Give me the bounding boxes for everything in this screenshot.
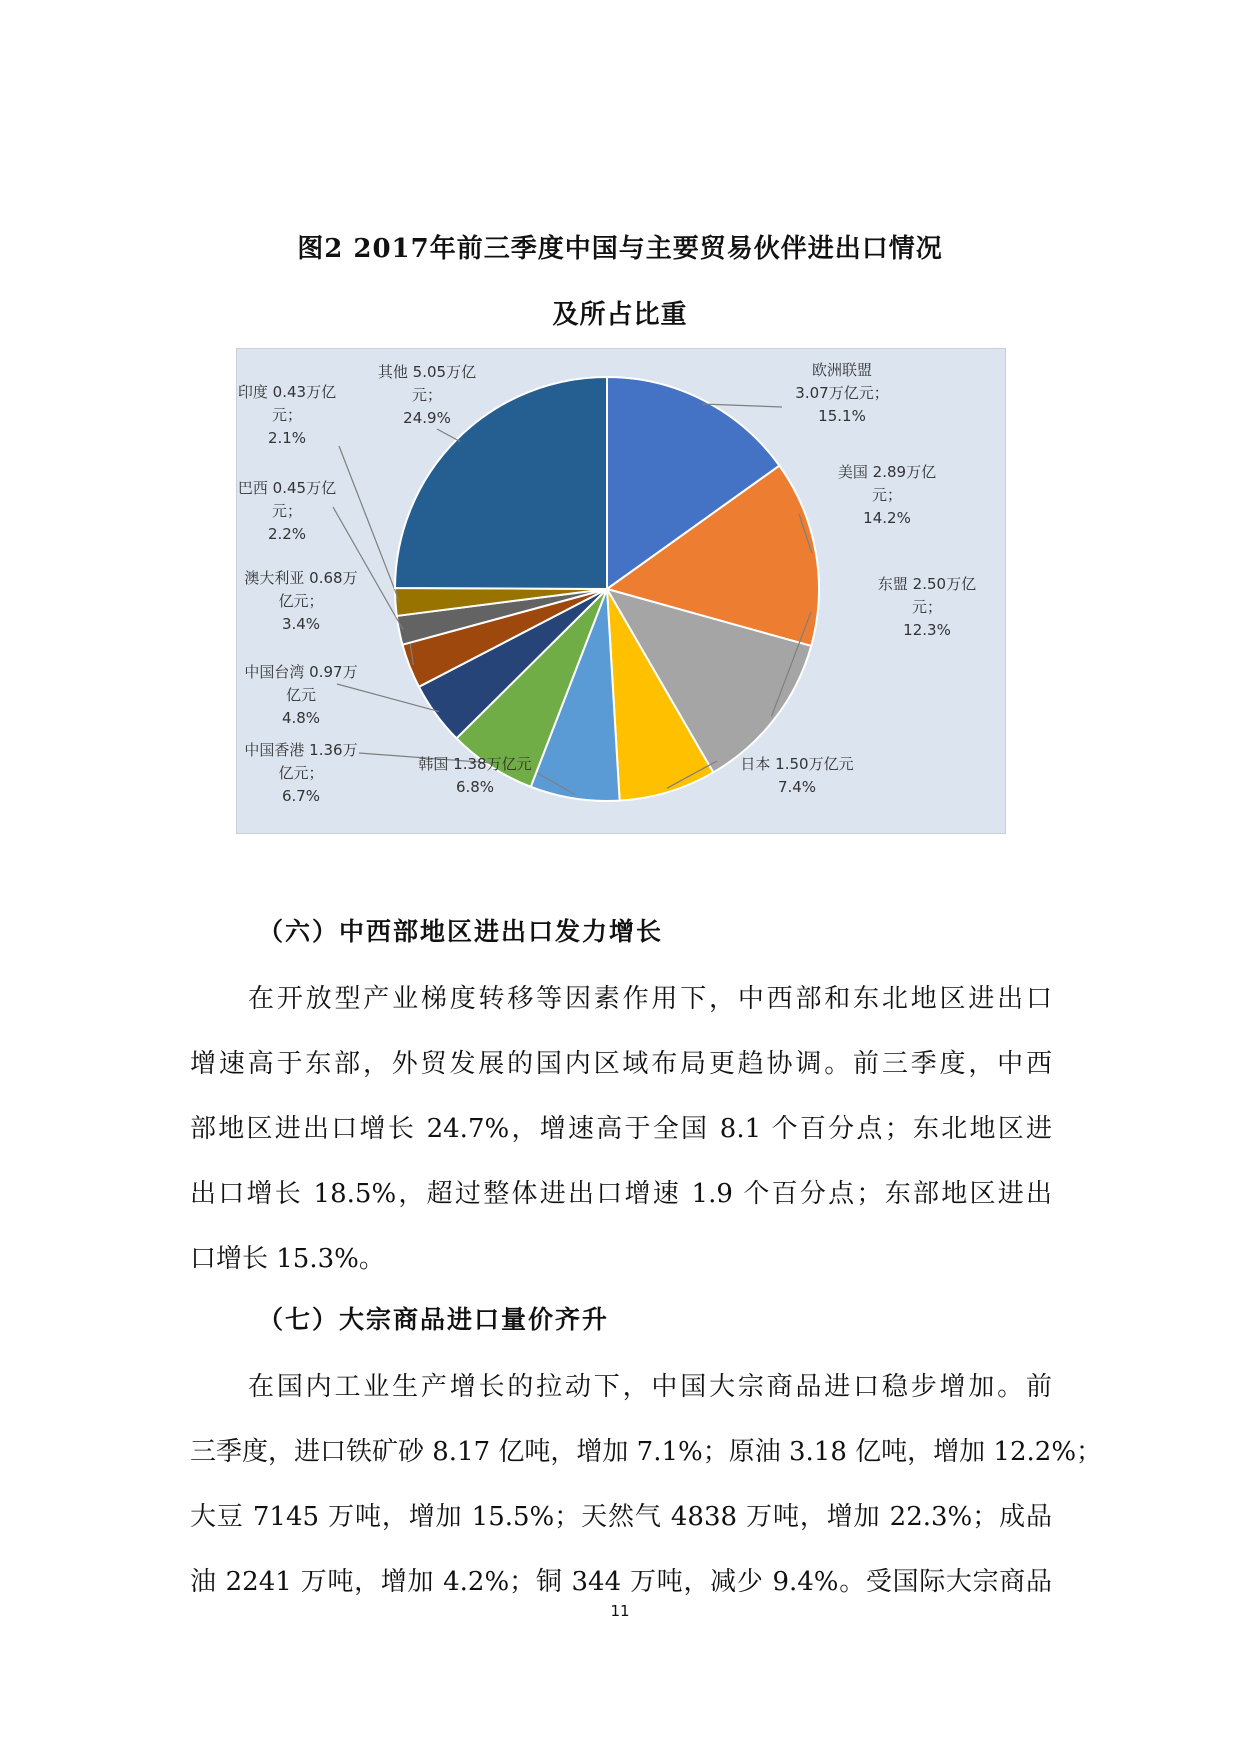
slice-label-line: 12.3% bbox=[903, 621, 951, 639]
paragraph-line: 增速高于东部，外贸发展的国内区域布局更趋协调。前三季度，中西 bbox=[190, 1049, 1052, 1079]
paragraph-line: 油 2241 万吨，增加 4.2%；铜 344 万吨，减少 9.4%。受国际大宗商品 bbox=[190, 1567, 1052, 1597]
slice-label bbox=[838, 463, 936, 527]
slice-label-line: 中国香港 1.36万 bbox=[244, 741, 358, 759]
paragraph-line: 出口增长 18.5%，超过整体进出口增速 1.9 个百分点；东部地区进出 bbox=[190, 1179, 1052, 1209]
paragraph-6 bbox=[190, 967, 1052, 1292]
slice-label-line: 美国 2.89万亿 bbox=[837, 463, 937, 481]
slice-label-line: 元； bbox=[411, 386, 443, 404]
slice-label-line: 2.1% bbox=[267, 429, 307, 447]
section-heading-7: （七）大宗商品进口量价齐升 bbox=[258, 1305, 610, 1334]
slice-label bbox=[378, 363, 476, 427]
paragraph-line: 在开放型产业梯度转移等因素作用下，中西部和东北地区进出口 bbox=[248, 984, 1052, 1014]
slice-label bbox=[795, 361, 888, 425]
paragraph-7 bbox=[190, 1355, 1103, 1615]
slice-label-line: 中国台湾 0.97万 bbox=[244, 663, 358, 681]
paragraph-line: 部地区进出口增长 24.7%，增速高于全国 8.1 个百分点；东北地区进 bbox=[190, 1114, 1052, 1144]
slice-label-line: 元； bbox=[271, 502, 303, 520]
slice-label-line: 24.9% bbox=[403, 409, 451, 427]
slice-label-line: 6.8% bbox=[455, 778, 495, 796]
slice-label-line: 14.2% bbox=[863, 509, 911, 527]
slice-label bbox=[878, 575, 976, 639]
slice-label bbox=[740, 755, 853, 796]
figure-title: 图2 2017年前三季度中国与主要贸易伙伴进出口情况 bbox=[297, 234, 943, 264]
pie-chart-svg bbox=[237, 349, 1005, 833]
slice-label-line: 印度 0.43万亿 bbox=[237, 383, 337, 401]
slice-label bbox=[238, 479, 336, 543]
slice-label-line: 6.7% bbox=[281, 787, 321, 805]
slice-label bbox=[238, 383, 336, 447]
slice-label-line: 亿元； bbox=[278, 764, 324, 782]
paragraph-line: 大豆 7145 万吨，增加 15.5%；天然气 4838 万吨，增加 22.3%；成品 bbox=[190, 1502, 1052, 1532]
slice-label-line: 巴西 0.45万亿 bbox=[237, 479, 337, 497]
slice-label-line: 东盟 2.50万亿 bbox=[877, 575, 977, 593]
slice-label-line: 4.8% bbox=[281, 709, 321, 727]
paragraph-line: 在国内工业生产增长的拉动下，中国大宗商品进口稳步增加。前 bbox=[248, 1372, 1052, 1402]
slice-label bbox=[244, 741, 357, 805]
slice-label-line: 2.2% bbox=[267, 525, 307, 543]
slice-label-line: 亿元； bbox=[278, 592, 324, 610]
slice-label-line: 韩国 1.38万亿元 bbox=[418, 755, 532, 773]
section-heading-6: （六）中西部地区进出口发力增长 bbox=[258, 917, 664, 946]
slice-label bbox=[244, 663, 357, 727]
slice-label-line: 欧洲联盟 bbox=[811, 361, 873, 379]
slice-label-line: 亿元 bbox=[285, 686, 317, 704]
slice-label-line: 澳大利亚 0.68万 bbox=[244, 569, 358, 587]
slice-label-line: 日本 1.50万亿元 bbox=[740, 755, 854, 773]
slice-label-line: 其他 5.05万亿 bbox=[377, 363, 477, 381]
slice-label-line: 3.4% bbox=[281, 615, 321, 633]
slice-label bbox=[244, 569, 357, 633]
page-number: 11 bbox=[610, 1602, 630, 1620]
paragraph-line: 口增长 15.3%。 bbox=[190, 1244, 385, 1274]
slice-label-line: 元； bbox=[911, 598, 943, 616]
slice-label-line: 元； bbox=[871, 486, 903, 504]
slice-label-line: 元； bbox=[271, 406, 303, 424]
leader-line bbox=[437, 429, 460, 442]
slice-label-line: 15.1% bbox=[818, 407, 866, 425]
paragraph-line: 三季度，进口铁矿砂 8.17 亿吨，增加 7.1%；原油 3.18 亿吨，增加 12.2%； bbox=[190, 1437, 1103, 1467]
slice-label-line: 3.07万亿元； bbox=[795, 384, 889, 402]
pie-chart bbox=[236, 348, 1006, 834]
slice-label-line: 7.4% bbox=[777, 778, 817, 796]
figure-title-line2: 及所占比重 bbox=[552, 300, 688, 330]
